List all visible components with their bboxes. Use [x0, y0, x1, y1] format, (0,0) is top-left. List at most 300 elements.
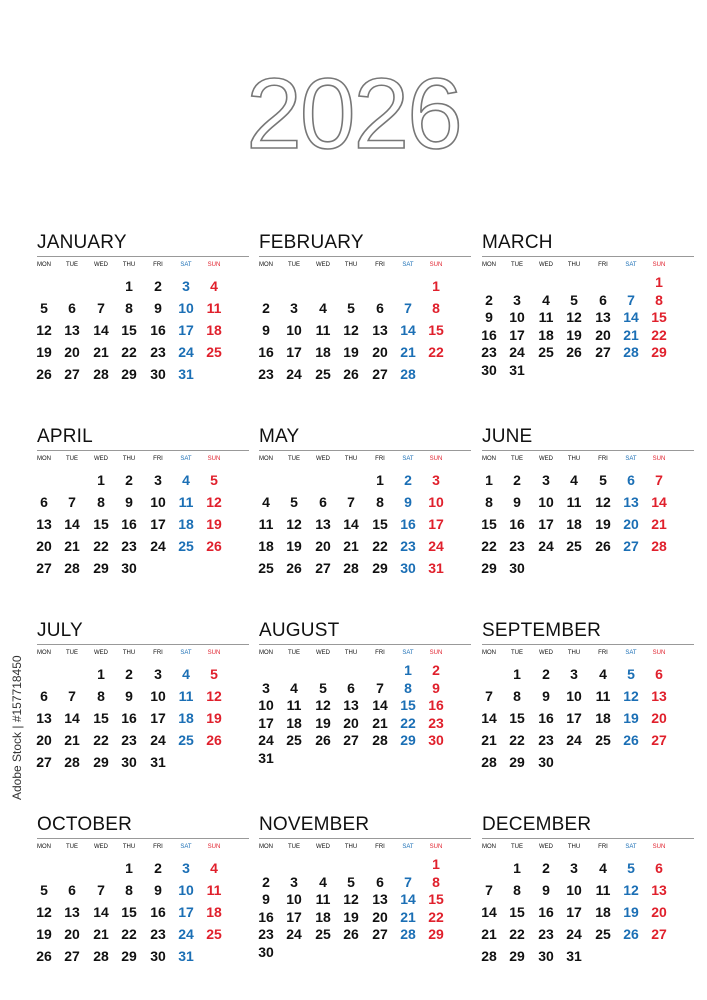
day-cell: 28: [400, 366, 416, 382]
day-cell: 14: [400, 891, 416, 907]
day-cell: 2: [485, 291, 493, 308]
weekday-label: MON: [37, 650, 51, 656]
day-cell: 4: [319, 300, 327, 316]
day-cell: 23: [400, 538, 416, 554]
day-cell: 9: [485, 309, 493, 325]
day-cell: 7: [485, 882, 493, 898]
day-cell: 23: [258, 926, 274, 942]
day-cell: 29: [509, 948, 525, 964]
day-cell: 24: [538, 538, 554, 554]
day-cell: 26: [595, 538, 611, 554]
day-cell: 21: [481, 926, 497, 942]
day-cell: 26: [623, 732, 639, 748]
day-cell: 25: [178, 732, 194, 748]
day-cell: 24: [566, 732, 582, 748]
day-cell: 29: [400, 732, 416, 748]
day-cell: 17: [150, 710, 166, 726]
weekday-label: WED: [94, 844, 108, 850]
day-cell: 11: [286, 697, 302, 713]
day-cell: 18: [258, 538, 274, 554]
weekday-label: SUN: [652, 262, 666, 268]
day-cell: 10: [509, 309, 525, 325]
day-cell: 7: [68, 688, 76, 704]
day-cell: 8: [485, 494, 493, 510]
day-cell: 11: [315, 322, 331, 338]
day-cell: 17: [428, 516, 444, 532]
day-cell: 15: [481, 516, 497, 532]
weekday-label: MON: [482, 456, 496, 462]
day-cell: 10: [428, 494, 444, 510]
weekday-label: SAT: [625, 262, 637, 268]
weekday-label: SAT: [402, 262, 414, 268]
weekday-label: FRI: [375, 650, 385, 656]
day-cell: 7: [97, 300, 105, 316]
month-title: JUNE: [482, 426, 533, 447]
month-divider: [37, 450, 249, 451]
day-cell: 22: [509, 732, 525, 748]
day-cell: 8: [513, 882, 521, 898]
day-cell: 19: [343, 908, 359, 925]
day-cell: 16: [258, 344, 274, 360]
day-cell: 16: [509, 516, 525, 532]
weekday-label: SAT: [625, 844, 637, 850]
day-cell: 30: [150, 948, 166, 964]
day-cell: 16: [150, 904, 166, 920]
day-cell: 22: [481, 538, 497, 554]
day-cell: 27: [64, 366, 80, 382]
day-cell: 28: [64, 560, 80, 576]
day-cell: 27: [64, 948, 80, 964]
day-cell: 15: [509, 710, 525, 726]
weekday-label: SUN: [207, 262, 221, 268]
weekday-label: TUE: [288, 262, 300, 268]
day-cell: 22: [509, 926, 525, 942]
day-cell: 1: [125, 278, 133, 294]
day-cell: 30: [121, 754, 137, 770]
day-cell: 23: [538, 732, 554, 748]
weekday-label: MON: [37, 456, 51, 462]
day-cell: 4: [210, 278, 218, 294]
day-cell: 6: [655, 860, 663, 876]
day-cell: 17: [150, 516, 166, 532]
day-cell: 9: [154, 300, 162, 316]
day-cell: 4: [290, 679, 298, 696]
weekday-label: THU: [122, 262, 136, 268]
month-title: OCTOBER: [37, 814, 133, 835]
day-cell: 29: [372, 560, 388, 576]
day-cell: 6: [68, 882, 76, 898]
month-divider: [37, 838, 249, 839]
day-cell: 10: [258, 697, 274, 713]
day-cell: 14: [93, 904, 109, 920]
day-cell: 19: [566, 326, 582, 343]
day-cell: 24: [286, 926, 302, 942]
day-cell: 3: [154, 666, 162, 682]
day-cell: 30: [509, 560, 525, 576]
day-cell: 20: [343, 714, 359, 731]
day-cell: 23: [258, 366, 274, 382]
day-cell: 30: [150, 366, 166, 382]
day-cell: 29: [481, 560, 497, 576]
day-cell: 14: [651, 494, 667, 510]
day-cell: 8: [655, 291, 663, 308]
month-title: MARCH: [482, 232, 553, 253]
day-cell: 17: [286, 908, 302, 925]
day-cell: 20: [651, 710, 667, 726]
day-cell: 5: [347, 873, 355, 890]
day-cell: 21: [651, 516, 667, 532]
weekday-label: THU: [122, 456, 136, 462]
day-cell: 16: [258, 908, 274, 925]
day-cell: 1: [376, 472, 384, 488]
day-cell: 11: [538, 309, 554, 325]
weekday-label: TUE: [511, 650, 523, 656]
day-cell: 5: [290, 494, 298, 510]
weekday-label: MON: [259, 456, 273, 462]
weekday-label: SAT: [402, 650, 414, 656]
day-cell: 2: [262, 873, 270, 890]
weekday-label: TUE: [66, 456, 78, 462]
day-cell: 14: [93, 322, 109, 338]
day-cell: 4: [542, 291, 550, 308]
day-cell: 22: [372, 538, 388, 554]
month-divider: [37, 256, 249, 257]
month-april: [37, 426, 249, 596]
day-cell: 20: [651, 904, 667, 920]
day-cell: 4: [182, 472, 190, 488]
day-cell: 27: [343, 732, 359, 748]
month-title: APRIL: [37, 426, 93, 447]
day-cell: 21: [93, 344, 109, 360]
day-cell: 2: [154, 278, 162, 294]
weekday-label: MON: [259, 262, 273, 268]
day-cell: 16: [538, 710, 554, 726]
day-cell: 10: [150, 688, 166, 704]
day-cell: 27: [651, 926, 667, 942]
day-cell: 21: [64, 538, 80, 554]
weekday-label: FRI: [598, 456, 608, 462]
day-cell: 24: [258, 732, 274, 748]
month-december: [482, 814, 694, 984]
day-cell: 29: [93, 754, 109, 770]
day-cell: 2: [154, 860, 162, 876]
day-cell: 28: [343, 560, 359, 576]
day-cell: 13: [64, 904, 80, 920]
day-cell: 13: [343, 697, 359, 713]
weekday-label: SAT: [180, 262, 192, 268]
weekday-label: THU: [567, 650, 581, 656]
month-title: DECEMBER: [482, 814, 592, 835]
day-cell: 15: [428, 322, 444, 338]
weekday-label: THU: [567, 456, 581, 462]
month-divider: [482, 838, 694, 839]
day-cell: 28: [623, 344, 639, 360]
day-cell: 25: [258, 560, 274, 576]
day-cell: 21: [481, 732, 497, 748]
day-cell: 23: [121, 538, 137, 554]
day-cell: 13: [315, 516, 331, 532]
day-cell: 24: [150, 538, 166, 554]
day-cell: 4: [570, 472, 578, 488]
day-cell: 7: [485, 688, 493, 704]
weekday-label: WED: [539, 650, 553, 656]
day-cell: 20: [36, 732, 52, 748]
day-cell: 11: [595, 688, 611, 704]
day-cell: 27: [36, 754, 52, 770]
day-cell: 13: [651, 882, 667, 898]
weekday-label: THU: [567, 844, 581, 850]
day-cell: 15: [93, 710, 109, 726]
day-cell: 2: [513, 472, 521, 488]
day-cell: 1: [432, 278, 440, 294]
day-cell: 19: [595, 516, 611, 532]
day-cell: 6: [319, 494, 327, 510]
day-cell: 7: [347, 494, 355, 510]
month-may: [259, 426, 471, 596]
day-cell: 5: [210, 666, 218, 682]
day-cell: 29: [93, 560, 109, 576]
weekday-label: THU: [122, 844, 136, 850]
day-cell: 18: [595, 710, 611, 726]
day-cell: 4: [599, 666, 607, 682]
day-cell: 2: [542, 860, 550, 876]
day-cell: 1: [97, 666, 105, 682]
day-cell: 18: [566, 516, 582, 532]
weekday-label: MON: [259, 844, 273, 850]
day-cell: 3: [262, 679, 270, 696]
day-cell: 15: [651, 309, 667, 325]
weekday-label: WED: [539, 456, 553, 462]
day-cell: 2: [125, 472, 133, 488]
day-cell: 19: [36, 344, 52, 360]
month-july: [37, 620, 249, 790]
weekday-label: WED: [539, 844, 553, 850]
weekday-label: SAT: [402, 844, 414, 850]
day-cell: 17: [566, 710, 582, 726]
weekday-label: MON: [482, 262, 496, 268]
month-march: [482, 232, 694, 402]
month-title: JULY: [37, 620, 83, 641]
weekday-label: WED: [316, 844, 330, 850]
day-cell: 24: [286, 366, 302, 382]
day-cell: 31: [178, 366, 194, 382]
weekday-label: THU: [344, 650, 358, 656]
day-cell: 23: [150, 926, 166, 942]
day-cell: 9: [262, 322, 270, 338]
day-cell: 22: [651, 326, 667, 343]
day-cell: 16: [538, 904, 554, 920]
day-cell: 27: [372, 926, 388, 942]
day-cell: 4: [319, 873, 327, 890]
weekday-label: FRI: [598, 844, 608, 850]
month-divider: [259, 256, 471, 257]
month-divider: [259, 838, 471, 839]
day-cell: 31: [566, 948, 582, 964]
weekday-label: SAT: [180, 456, 192, 462]
day-cell: 12: [206, 494, 222, 510]
weekday-label: SUN: [429, 844, 443, 850]
day-cell: 9: [125, 494, 133, 510]
day-cell: 10: [538, 494, 554, 510]
month-divider: [482, 256, 694, 257]
day-cell: 12: [566, 309, 582, 325]
day-cell: 17: [178, 322, 194, 338]
day-cell: 14: [481, 710, 497, 726]
day-cell: 31: [258, 749, 274, 766]
month-divider: [259, 450, 471, 451]
year-title: 2026: [246, 58, 461, 170]
month-january: [37, 232, 249, 402]
day-cell: 10: [286, 322, 302, 338]
weekday-label: TUE: [66, 650, 78, 656]
day-cell: 16: [400, 516, 416, 532]
day-cell: 12: [286, 516, 302, 532]
weekday-label: SUN: [429, 650, 443, 656]
weekday-label: FRI: [153, 844, 163, 850]
day-cell: 22: [428, 344, 444, 360]
weekday-label: MON: [37, 262, 51, 268]
day-cell: 25: [206, 344, 222, 360]
day-cell: 8: [125, 882, 133, 898]
day-cell: 23: [481, 344, 497, 360]
day-cell: 6: [40, 494, 48, 510]
weekday-label: MON: [259, 650, 273, 656]
day-cell: 7: [376, 679, 384, 696]
day-cell: 2: [125, 666, 133, 682]
day-cell: 18: [178, 516, 194, 532]
day-cell: 9: [125, 688, 133, 704]
day-cell: 7: [404, 300, 412, 316]
month-title: FEBRUARY: [259, 232, 364, 253]
day-cell: 19: [343, 344, 359, 360]
weekday-label: FRI: [375, 456, 385, 462]
weekday-label: THU: [344, 456, 358, 462]
day-cell: 12: [623, 688, 639, 704]
day-cell: 8: [97, 688, 105, 704]
day-cell: 26: [286, 560, 302, 576]
day-cell: 29: [121, 366, 137, 382]
weekday-label: THU: [567, 262, 581, 268]
weekday-label: SUN: [429, 456, 443, 462]
day-cell: 4: [182, 666, 190, 682]
day-cell: 11: [315, 891, 331, 907]
day-cell: 28: [93, 948, 109, 964]
weekday-label: TUE: [511, 262, 523, 268]
day-cell: 22: [428, 908, 444, 925]
day-cell: 18: [315, 344, 331, 360]
day-cell: 6: [655, 666, 663, 682]
day-cell: 15: [372, 516, 388, 532]
day-cell: 23: [428, 714, 444, 731]
day-cell: 12: [623, 882, 639, 898]
weekday-label: THU: [122, 650, 136, 656]
day-cell: 1: [513, 860, 521, 876]
day-cell: 6: [376, 300, 384, 316]
day-cell: 18: [538, 326, 554, 343]
day-cell: 25: [315, 926, 331, 942]
day-cell: 12: [343, 891, 359, 907]
day-cell: 24: [178, 926, 194, 942]
day-cell: 20: [595, 326, 611, 343]
day-cell: 8: [404, 679, 412, 696]
day-cell: 3: [542, 472, 550, 488]
day-cell: 26: [36, 366, 52, 382]
day-cell: 10: [286, 891, 302, 907]
day-cell: 6: [347, 679, 355, 696]
day-cell: 7: [627, 291, 635, 308]
day-cell: 24: [150, 732, 166, 748]
weekday-label: TUE: [66, 262, 78, 268]
day-cell: 31: [509, 361, 525, 378]
day-cell: 12: [343, 322, 359, 338]
day-cell: 30: [538, 948, 554, 964]
day-cell: 18: [206, 322, 222, 338]
day-cell: 9: [154, 882, 162, 898]
day-cell: 6: [627, 472, 635, 488]
day-cell: 14: [400, 322, 416, 338]
day-cell: 18: [206, 904, 222, 920]
month-divider: [482, 450, 694, 451]
month-august: [259, 620, 471, 790]
weekday-label: THU: [344, 262, 358, 268]
day-cell: 21: [400, 344, 416, 360]
day-cell: 3: [182, 860, 190, 876]
day-cell: 18: [595, 904, 611, 920]
day-cell: 1: [513, 666, 521, 682]
day-cell: 25: [206, 926, 222, 942]
weekday-label: SUN: [652, 456, 666, 462]
day-cell: 17: [178, 904, 194, 920]
day-cell: 8: [513, 688, 521, 704]
weekday-label: WED: [94, 650, 108, 656]
weekday-label: WED: [316, 456, 330, 462]
weekday-label: SAT: [180, 650, 192, 656]
month-june: [482, 426, 694, 596]
day-cell: 24: [178, 344, 194, 360]
month-divider: [37, 644, 249, 645]
day-cell: 14: [372, 697, 388, 713]
day-cell: 19: [286, 538, 302, 554]
day-cell: 9: [404, 494, 412, 510]
day-cell: 8: [125, 300, 133, 316]
day-cell: 12: [206, 688, 222, 704]
day-cell: 15: [121, 904, 137, 920]
day-cell: 25: [315, 366, 331, 382]
weekday-label: FRI: [153, 456, 163, 462]
day-cell: 6: [599, 291, 607, 308]
day-cell: 26: [343, 366, 359, 382]
month-title: JANUARY: [37, 232, 127, 253]
day-cell: 5: [210, 472, 218, 488]
month-september: [482, 620, 694, 790]
day-cell: 8: [432, 300, 440, 316]
weekday-label: FRI: [153, 262, 163, 268]
day-cell: 13: [623, 494, 639, 510]
day-cell: 11: [595, 882, 611, 898]
day-cell: 3: [290, 873, 298, 890]
day-cell: 13: [595, 309, 611, 325]
day-cell: 27: [623, 538, 639, 554]
weekday-label: WED: [94, 456, 108, 462]
day-cell: 9: [262, 891, 270, 907]
day-cell: 6: [68, 300, 76, 316]
day-cell: 19: [36, 926, 52, 942]
weekday-label: MON: [482, 650, 496, 656]
day-cell: 19: [315, 714, 331, 731]
day-cell: 22: [121, 344, 137, 360]
weekday-label: FRI: [598, 262, 608, 268]
day-cell: 11: [258, 516, 274, 532]
